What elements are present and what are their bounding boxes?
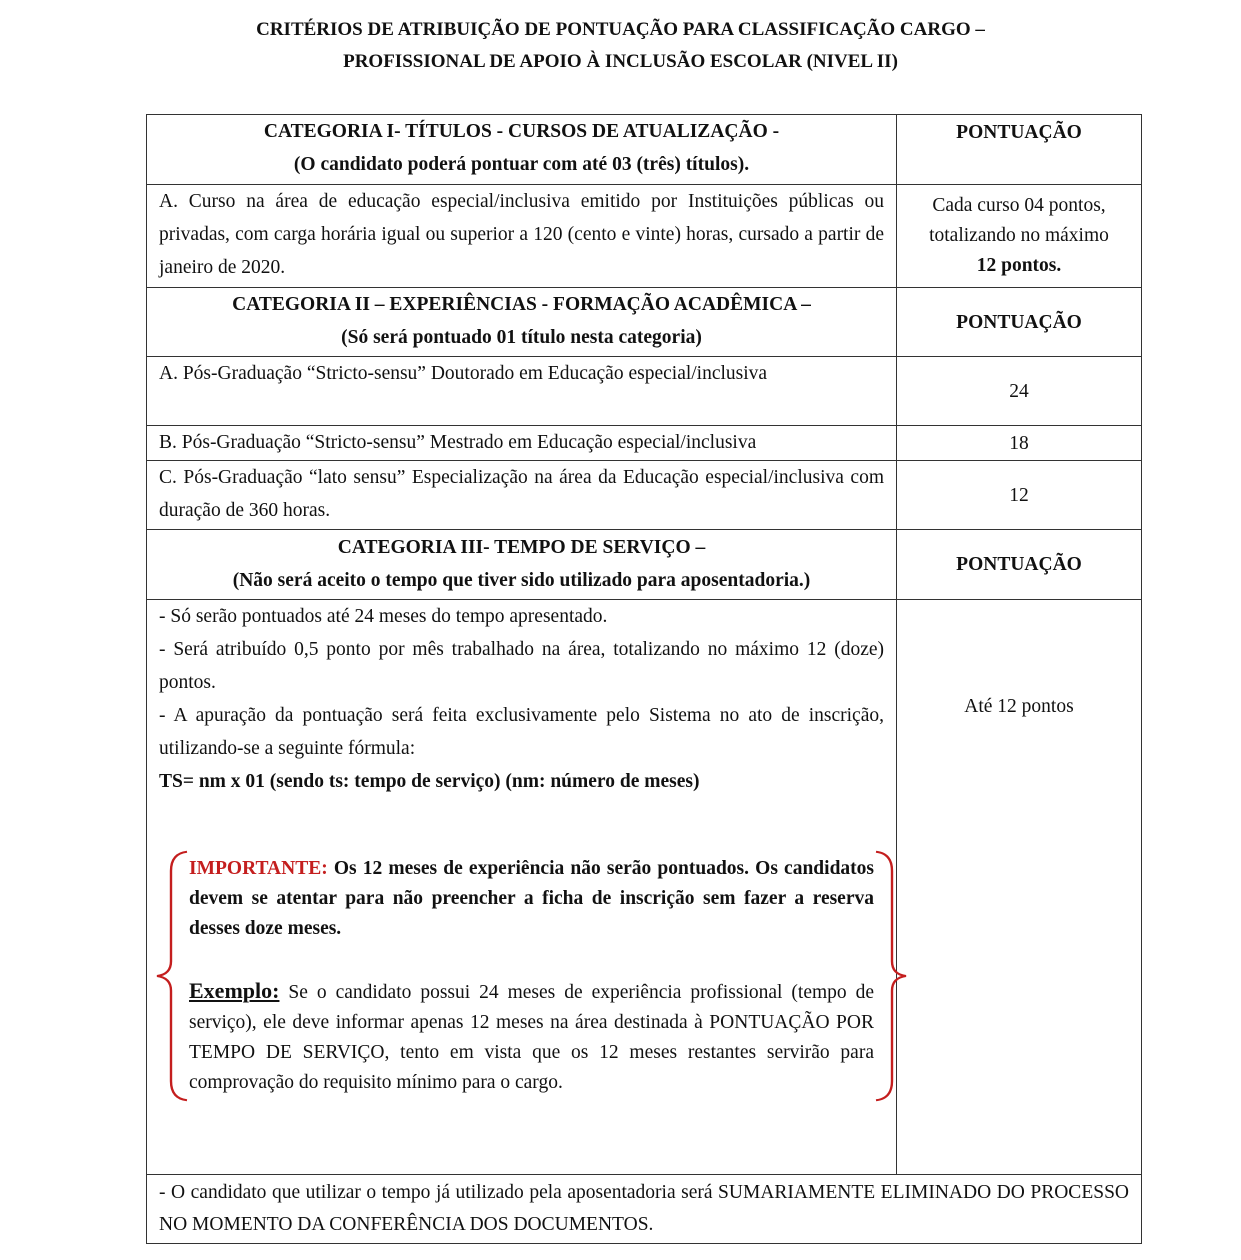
cat3-rules [147, 600, 897, 1175]
document-title [0, 14, 1241, 78]
example-text: Se o candidato possui 24 meses de experiência profissional (tempo de serviço), ele deve informar apenas 12 meses na área destinada à PONTUAÇÃO POR TEMPO DE SERVIÇO, tento em vista que os 12 meses restantes servirão para comprovação do requisito mínimo para o cargo. [189, 982, 875, 1093]
table-row [147, 426, 1142, 461]
cat1-score-line3: 12 pontos. [976, 255, 1062, 276]
cat3-pontuacao-label: PONTUAÇÃO [897, 530, 1142, 600]
cat1-item-a-text: A. Curso na área de educação especial/inclusiva emitido por Instituições públicas ou privadas, com carga horária igual ou superior a 120 (cento e vinte) horas, cursado a partir de janeiro de 2020. [147, 185, 897, 288]
cat2-item-a-score: 24 [897, 357, 1142, 426]
cat2-item-c-score: 12 [897, 461, 1142, 530]
cat2-header-row [147, 288, 1142, 357]
cat2-heading-line1: CATEGORIA II – EXPERIÊNCIAS - FORMAÇÃO ACADÊMICA – [232, 294, 811, 315]
cat2-heading [147, 288, 897, 357]
cat2-item-c-text: C. Pós-Graduação “lato sensu” Especialização na área da Educação especial/inclusiva com duração de 360 horas. [147, 461, 897, 530]
important-text: Os 12 meses de experiência não serão pontuados. Os candidatos devem se atentar para não preencher a ficha de inscrição sem fazer a reserva desses doze meses. [189, 858, 874, 939]
cat1-pontuacao-label: PONTUAÇÃO [897, 115, 1142, 185]
cat3-rule-2: - Será atribuído 0,5 ponto por mês trabalhado na área, totalizando no máximo 12 (doze) pontos. [159, 639, 884, 693]
cat2-item-b-text: B. Pós-Graduação “Stricto-sensu” Mestrado em Educação especial/inclusiva [147, 426, 897, 461]
cat3-footer-row [147, 1175, 1142, 1244]
cat1-heading [147, 115, 897, 185]
cat3-footer: - O candidato que utilizar o tempo já utilizado pela aposentadoria será SUMARIAMENTE ELIMINADO DO PROCESSO NO MOMENTO DA CONFERÊNCIA DOS DOCUMENTOS. [147, 1175, 1142, 1244]
cat1-score-line2: totalizando no máximo [929, 225, 1109, 246]
left-brace-icon [153, 850, 193, 1102]
cat2-pontuacao-label: PONTUAÇÃO [897, 288, 1142, 357]
table-row [147, 461, 1142, 530]
cat2-item-b-score: 18 [897, 426, 1142, 461]
cat2-heading-line2: (Só será pontuado 01 título nesta categoria) [341, 327, 702, 348]
cat1-score-line1: Cada curso 04 pontos, [932, 195, 1106, 216]
right-brace-icon [870, 850, 910, 1102]
cat3-heading-line2: (Não será aceito o tempo que tiver sido utilizado para aposentadoria.) [232, 570, 811, 591]
cat1-heading-line2: (O candidato poderá pontuar com até 03 (três) títulos). [293, 154, 750, 175]
cat3-heading-line1: CATEGORIA III- TEMPO DE SERVIÇO – [337, 537, 706, 558]
cat1-header-row [147, 115, 1142, 185]
important-paragraph [189, 854, 874, 944]
cat2-item-a-text: A. Pós-Graduação “Stricto-sensu” Doutorado em Educação especial/inclusiva [147, 357, 897, 426]
table-row [147, 357, 1142, 426]
example-label: Exemplo: [189, 978, 280, 1003]
title-line-1: CRITÉRIOS DE ATRIBUIÇÃO DE PONTUAÇÃO PARA CLASSIFICAÇÃO CARGO – [256, 19, 985, 40]
important-note-box [189, 850, 874, 1102]
criteria-table [146, 114, 1142, 1244]
cat3-rule-3: - A apuração da pontuação será feita exclusivamente pelo Sistema no ato de inscrição, utilizando-se a seguinte fórmula: [159, 705, 884, 759]
cat3-score: Até 12 pontos [897, 600, 1142, 1175]
cat3-heading [147, 530, 897, 600]
cat3-body-row [147, 600, 1142, 1175]
cat1-heading-line1: CATEGORIA I- TÍTULOS - CURSOS DE ATUALIZAÇÃO - [263, 121, 780, 142]
cat3-rule-1: - Só serão pontuados até 24 meses do tempo apresentado. [159, 606, 608, 627]
title-line-2: PROFISSIONAL DE APOIO À INCLUSÃO ESCOLAR (NIVEL II) [343, 51, 898, 72]
cat1-item-a-score [897, 185, 1142, 288]
example-paragraph [189, 976, 874, 1098]
cat1-item-a-row [147, 185, 1142, 288]
cat3-formula: TS= nm x 01 (sendo ts: tempo de serviço) (nm: número de meses) [159, 771, 700, 792]
important-label: IMPORTANTE: [189, 858, 328, 879]
cat3-header-row [147, 530, 1142, 600]
